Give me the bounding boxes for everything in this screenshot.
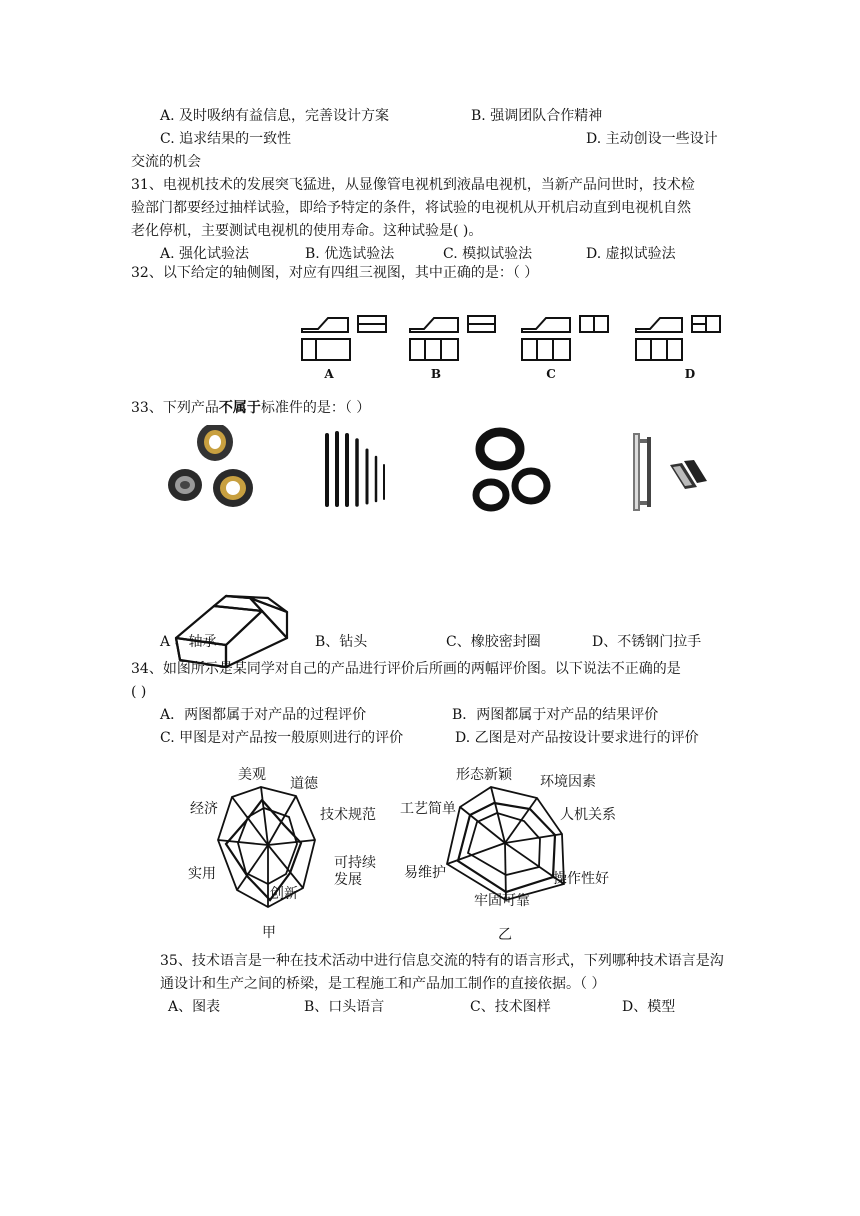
yi-axis-label-6: 易维护 [404, 865, 446, 881]
view-group-c [522, 316, 608, 360]
q31-option-a: A. 强化试验法 [160, 246, 250, 262]
q30-option-d-continued: 交流的机会 [131, 154, 201, 170]
door-handle-image [633, 433, 707, 511]
yi-caption: 乙 [498, 927, 512, 943]
q32-stem: 32、以下给定的轴侧图，对应有四组三视图，其中正确的是：（ ） [131, 265, 539, 281]
jia-axis-label-1: 美观 [238, 767, 266, 783]
q35-option-a: A、图表 [168, 999, 221, 1015]
q33-emphasis: 不属于 [218, 400, 261, 416]
seal-rings-image [476, 432, 547, 508]
view-label-c: C [546, 367, 556, 381]
view-label-a: A [324, 367, 334, 381]
q31-option-c: C. 模拟试验法 [443, 246, 533, 262]
q30-option-d: D. 主动创设一些设计 [586, 131, 718, 147]
q34-option-a: A．两图都属于对产品的过程评价 [160, 707, 367, 723]
view-group-b [410, 316, 495, 360]
q33-option-d: D、不锈钢门拉手 [592, 634, 702, 650]
q31-stem-line-2: 验部门都要经过抽样试验，即给予特定的条件，将试验的电视机从开机启动直到电视机自然 [131, 200, 691, 216]
q33-stem: 33、下列产品不属于标准件的是：（ ） [131, 400, 371, 416]
drill-bits-image [327, 433, 384, 505]
radar-chart-yi [447, 787, 564, 900]
q34-option-b: B．两图都属于对产品的结果评价 [452, 707, 659, 723]
q31-option-d: D. 虚拟试验法 [586, 246, 676, 262]
q30-option-b: B. 强调团队合作精神 [471, 108, 603, 124]
view-label-b: B [430, 367, 442, 381]
jia-axis-label-3: 技术规范 [320, 807, 376, 823]
q35-option-c: C、技术图样 [470, 999, 551, 1015]
q34-radar-charts [0, 755, 860, 955]
q30-option-a: A. 及时吸纳有益信息，完善设计方案 [160, 108, 390, 124]
jia-axis-label-4: 可持续 [334, 855, 376, 871]
bearing-image [168, 425, 253, 507]
jia-axis-label-6: 创新 [270, 886, 298, 902]
view-group-d [636, 316, 720, 360]
q34-option-d: D. 乙图是对产品按设计要求进行的评价 [455, 730, 699, 746]
q30-option-c: C. 追求结果的一致性 [160, 131, 292, 147]
jia-caption: 甲 [262, 925, 276, 941]
jia-axis-label-8: 经济 [190, 801, 218, 817]
yi-axis-label-3: 人机关系 [560, 807, 616, 823]
yi-axis-label-5: 牢固可靠 [474, 893, 530, 909]
q33-product-images [0, 425, 860, 545]
q34-option-c: C. 甲图是对产品按一般原则进行的评价 [160, 730, 404, 746]
jia-axis-label-2: 道德 [290, 776, 318, 792]
q35-option-b: B、口头语言 [304, 999, 385, 1015]
view-group-a [302, 316, 386, 360]
yi-axis-label-1: 形态新颖 [456, 767, 512, 783]
yi-axis-label-2: 环境因素 [540, 774, 596, 790]
q33-option-c: C、橡胶密封圈 [446, 634, 541, 650]
q34-stem-line-2: ( ) [131, 684, 147, 700]
yi-axis-label-4: 操作性好 [553, 871, 609, 887]
q35-option-d: D、模型 [622, 999, 676, 1015]
radar-chart-jia [218, 787, 315, 907]
q35-stem-line-1: 35、技术语言是一种在技术活动中进行信息交流的特有的语言形式，下列哪种技术语言是沟 [160, 953, 724, 969]
q31-stem-line-3: 老化停机，主要测试电视机的使用寿命。这种试验是( )。 [131, 223, 483, 239]
q31-option-b: B. 优选试验法 [305, 246, 395, 262]
q33-option-a: A 、轴承 [160, 634, 217, 650]
q35-stem-line-2: 通设计和生产之间的桥梁，是工程施工和产品加工制作的直接依据。（ ） [160, 976, 606, 992]
view-label-d: D [684, 367, 696, 381]
jia-axis-label-7: 实用 [188, 866, 216, 882]
q34-stem-line-1: 34、如图所示是某同学对自己的产品进行评价后所画的两幅评价图。以下说法不正确的是 [131, 661, 681, 677]
q33-option-b: B、钻头 [315, 634, 368, 650]
q31-stem-line-1: 31、电视机技术的发展突飞猛进，从显像管电视机到液晶电视机，当新产品问世时，技术检 [131, 177, 695, 193]
jia-axis-label-5: 发展 [334, 872, 362, 888]
yi-axis-label-7: 工艺简单 [400, 801, 456, 817]
